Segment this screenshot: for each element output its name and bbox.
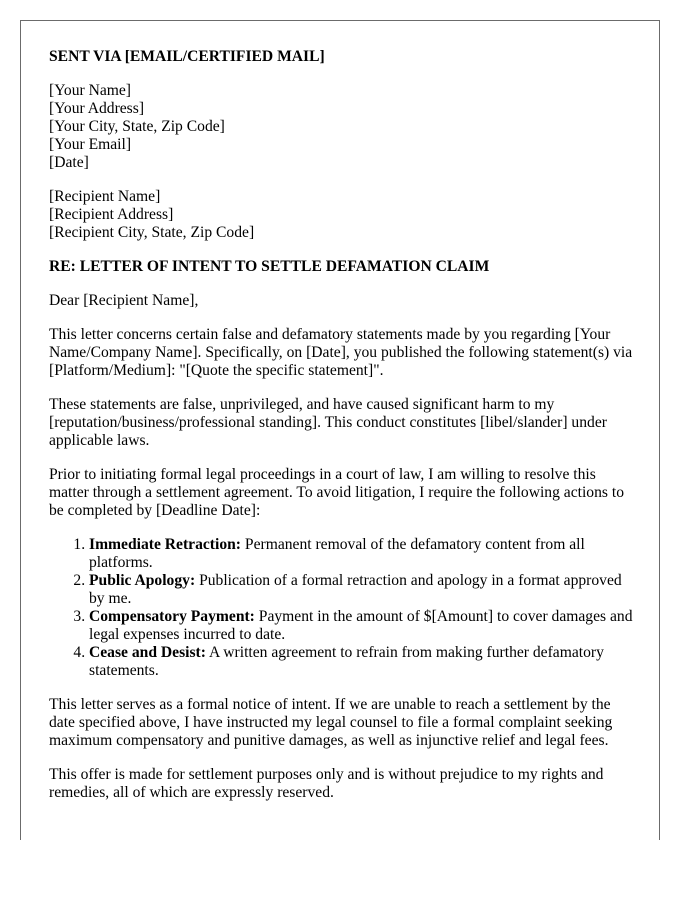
- required-actions-list: [49, 536, 633, 680]
- paragraph-without-prejudice: This offer is made for settlement purposes only and is without prejudice to my rights and remedies, all of which are expressly reserved.: [49, 766, 604, 801]
- letter-body: [49, 48, 633, 818]
- recipient-name: [Recipient Name]: [49, 188, 161, 205]
- recipient-block: [49, 188, 633, 242]
- action-item-apology: [89, 572, 633, 608]
- letter-page: [20, 20, 660, 840]
- subject-line: RE: LETTER OF INTENT TO SETTLE DEFAMATION CLAIM: [49, 258, 490, 275]
- letter-date: [Date]: [49, 154, 89, 171]
- action-text: A written agreement to refrain from making further defamatory statements.: [89, 644, 604, 679]
- sender-email: [Your Email]: [49, 136, 132, 153]
- recipient-address: [Recipient Address]: [49, 206, 174, 223]
- action-text: Payment in the amount of $[Amount] to cover damages and legal expenses incurred to date.: [89, 608, 633, 643]
- send-method-heading: SENT VIA [EMAIL/CERTIFIED MAIL]: [49, 48, 325, 65]
- action-item-retraction: [89, 536, 633, 572]
- action-text: Permanent removal of the defamatory content from all platforms.: [89, 536, 585, 571]
- action-title: Cease and Desist:: [89, 644, 206, 661]
- sender-name: [Your Name]: [49, 82, 132, 99]
- salutation: Dear [Recipient Name],: [49, 292, 199, 309]
- sender-block: [49, 82, 633, 172]
- sender-address: [Your Address]: [49, 100, 145, 117]
- action-item-payment: [89, 608, 633, 644]
- action-item-cease-desist: [89, 644, 633, 680]
- action-title: Immediate Retraction:: [89, 536, 241, 553]
- paragraph-settlement-terms: Prior to initiating formal legal proceedings in a court of law, I am willing to resolve this matter through a settlement agreement. To avoid litigation, I require the following actions to be completed by [Deadline Date]:: [49, 466, 624, 519]
- sender-city-state-zip: [Your City, State, Zip Code]: [49, 118, 225, 135]
- recipient-city-state-zip: [Recipient City, State, Zip Code]: [49, 224, 255, 241]
- paragraph-notice-of-intent: This letter serves as a formal notice of intent. If we are unable to reach a settlement by the date specified above, I have instructed my legal counsel to file a formal complaint seeking maximum compensatory and punitive damages, as well as injunctive relief and legal fees.: [49, 696, 613, 749]
- action-title: Compensatory Payment:: [89, 608, 255, 625]
- action-title: Public Apology:: [89, 572, 196, 589]
- paragraph-statements: This letter concerns certain false and defamatory statements made by you regarding [Your Name/Company Name]. Specifically, on [Date], you published the following statement(s) via [Platform/Medium]: "[Quote the specific statement]".: [49, 326, 633, 379]
- action-text: Publication of a formal retraction and apology in a format approved by me.: [89, 572, 622, 607]
- paragraph-harm: These statements are false, unprivileged, and have caused significant harm to my [reputation/business/professional standing]. This conduct constitutes [libel/slander] under applicable laws.: [49, 396, 607, 449]
